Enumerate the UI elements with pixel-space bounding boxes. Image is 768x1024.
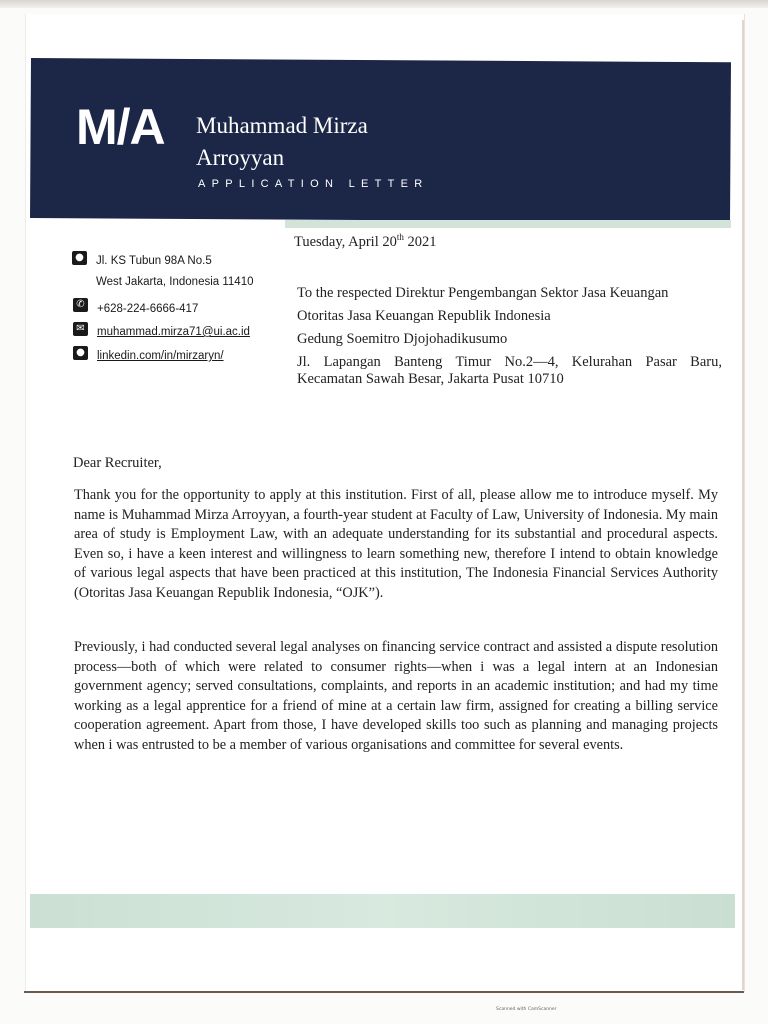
phone-icon: ✆ <box>73 298 88 312</box>
recipient-block <box>297 282 722 391</box>
address-line2: West Jakarta, Indonesia 11410 <box>96 276 254 288</box>
footer-band <box>30 894 735 928</box>
date-prefix: Tuesday, April 20 <box>294 233 397 250</box>
scan-top-edge <box>0 0 768 8</box>
address-line1: Jl. KS Tubun 98A No.5 <box>96 255 212 267</box>
email-link[interactable]: muhammad.mirza71@ui.ac.id <box>97 326 250 338</box>
applicant-name-line1: Muhammad Mirza <box>196 113 368 138</box>
email-icon: ✉ <box>73 322 88 336</box>
linkedin-link[interactable]: linkedin.com/in/mirzaryn/ <box>97 350 224 362</box>
recipient-line5: Kecamatan Sawah Besar, Jakarta Pusat 10710 <box>297 371 564 387</box>
linkedin-icon: ● <box>73 346 88 360</box>
recipient-line2: Otoritas Jasa Keuangan Republik Indonesia <box>297 308 551 324</box>
monogram-logo: M/A <box>76 99 165 155</box>
applicant-name-line2: Arroyyan <box>196 145 285 170</box>
date-ordinal: th <box>396 232 404 242</box>
salutation: Dear Recruiter, <box>73 455 162 471</box>
recipient-line4: Jl. Lapangan Banteng Timur No.2—4, Kelurahan Pasar Baru, <box>297 354 722 370</box>
document-subtitle: APPLICATION LETTER <box>198 178 429 190</box>
date-year: 2021 <box>403 233 437 250</box>
location-pin-icon: ● <box>72 251 87 265</box>
page-edge-shadow <box>742 20 744 990</box>
body-paragraph-2: Previously, i had conducted several legal analyses on financing service contract and assisted a dispute resolution process—both of which were related to consumer rights—when i was a legal intern at an Indonesian government agency; served consultations, complaints, and reports in an academic institution; and had my time working as a legal apprentice for a friend of mine at a certain law firm, assigned for creating a billing service cooperation agreement. Apart from those, I have developed skills too such as planning and managing projects when i was entrusted to be a member of various organisations and committee for several events. <box>74 639 718 753</box>
phone-number: +628-224-6666-417 <box>97 303 199 315</box>
header-accent-stripe <box>285 220 731 228</box>
page-bottom-edge <box>24 991 744 993</box>
body-paragraph-1: Thank you for the opportunity to apply at this institution. First of all, please allow me to introduce myself. My name is Muhammad Mirza Arroyyan, a fourth-year student at Faculty of Law, University of Indonesia. My main area of study is Employment Law, with an adequate understanding for its substantial and procedural aspects. Even so, i have a keen interest and willingness to learn something new, therefore I intend to obtain knowledge of various legal aspects that have been practiced at this institution, The Indonesia Financial Services Authority (Otoritas Jasa Keuangan Republik Indonesia, “OJK”). <box>74 487 718 601</box>
letter-date <box>294 232 437 251</box>
scan-watermark: Scanned with CamScanner <box>496 1007 557 1012</box>
recipient-line3: Gedung Soemitro Djojohadikusumo <box>297 331 508 347</box>
recipient-line1: To the respected Direktur Pengembangan Sektor Jasa Keuangan <box>297 285 669 301</box>
